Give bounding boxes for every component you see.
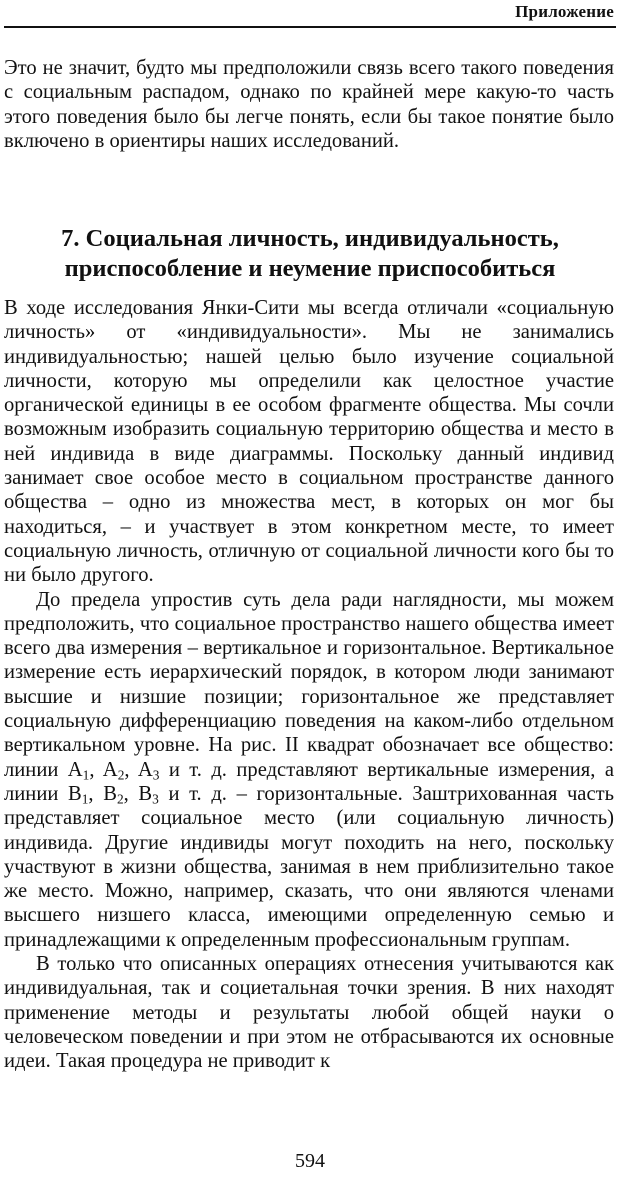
section-title-line-2: приспособление и неумение приспособиться [64, 255, 556, 282]
header-rule [4, 26, 616, 28]
running-head: Приложение [515, 2, 614, 21]
subscript-a3: 3 [152, 766, 160, 782]
subscript-b2: 2 [116, 791, 124, 807]
paragraph-1: В ходе исследования Янки-Сити мы всегда отличали «социальную личность» от «индивидуальности». Мы не занимались индивидуальностью; нашей целью было изучение социальной личности, которую мы определили как целостное участие органической единицы в ее особом фрагменте общества. Мы сочли возможным изобразить социальную территорию общества и место в ней индивида в виде диаграммы. Поскольку данный индивид занимает свое особое место в социальном пространстве данного общества – одно из множества мест, в которых он мог бы находиться, – и участвует в этом конкретном месте, то имеет социальную личность, отличную от социальной личности кого бы то ни было другого. [4, 297, 614, 587]
intro-paragraph: Это не значит, будто мы предположили связь всего такого поведения с социальным распадом, однако по крайней мере какую-то часть этого поведения было бы легче понять, если бы такое понятие было включено в ориентиры наших исследований. [4, 57, 614, 152]
paragraph-2-part-2: и т. д. представляют вертикальные измерения, а линии B [4, 758, 614, 805]
subscript-a1: 1 [82, 766, 90, 782]
intro-paragraph-block [4, 56, 614, 153]
subscript-b1: 1 [81, 791, 89, 807]
section-title-line-1: 7. Социальная личность, индивидуальность, [61, 225, 559, 252]
separator-4: , B [123, 782, 153, 805]
paragraph-2-part-1: До предела упростив суть дела ради наглядности, мы можем предположить, что социальное пространство нашего общества имеет всего два измерения – вертикальное и горизонтальное. Вертикальное измерение есть иерархический порядок, в котором люди занимают высшие и низшие позиции; горизонтальное же представляет социальную дифференциацию поведения на каком-либо отдельном вертикальном уровне. На рис. II квадрат обозначает все общество: линии A [4, 588, 614, 781]
section-body [4, 296, 614, 1074]
paragraph-3: В только что описанных операциях отнесения учитываются как индивидуальная, так и социетальная точки зрения. В них находят применение методы и результаты любой общей науки о человеческом поведении и при этом не отбрасываются их основные идеи. Такая процедура не приводит к [4, 953, 614, 1073]
separator-1: , A [89, 758, 118, 781]
separator-2: , A [124, 758, 153, 781]
subscript-b3: 3 [152, 791, 159, 807]
subscript-a2: 2 [117, 766, 125, 782]
paragraph-2-part-3: и т. д. – горизонтальные. Заштрихованная часть представляет социальное место (или социальную личность) индивида. Другие индивиды могут походить на него, поскольку участвуют в жизни общества, занимая в нем приблизительно такое же место. Можно, например, сказать, что они являются членами высшего низшего класса, имеющими определенную семью и принадлежащими к определенным профессиональным группам. [4, 782, 614, 951]
page-number: 594 [295, 1150, 325, 1172]
section-title [4, 224, 616, 284]
paragraph-2 [4, 588, 614, 952]
separator-3: , B [88, 782, 117, 805]
